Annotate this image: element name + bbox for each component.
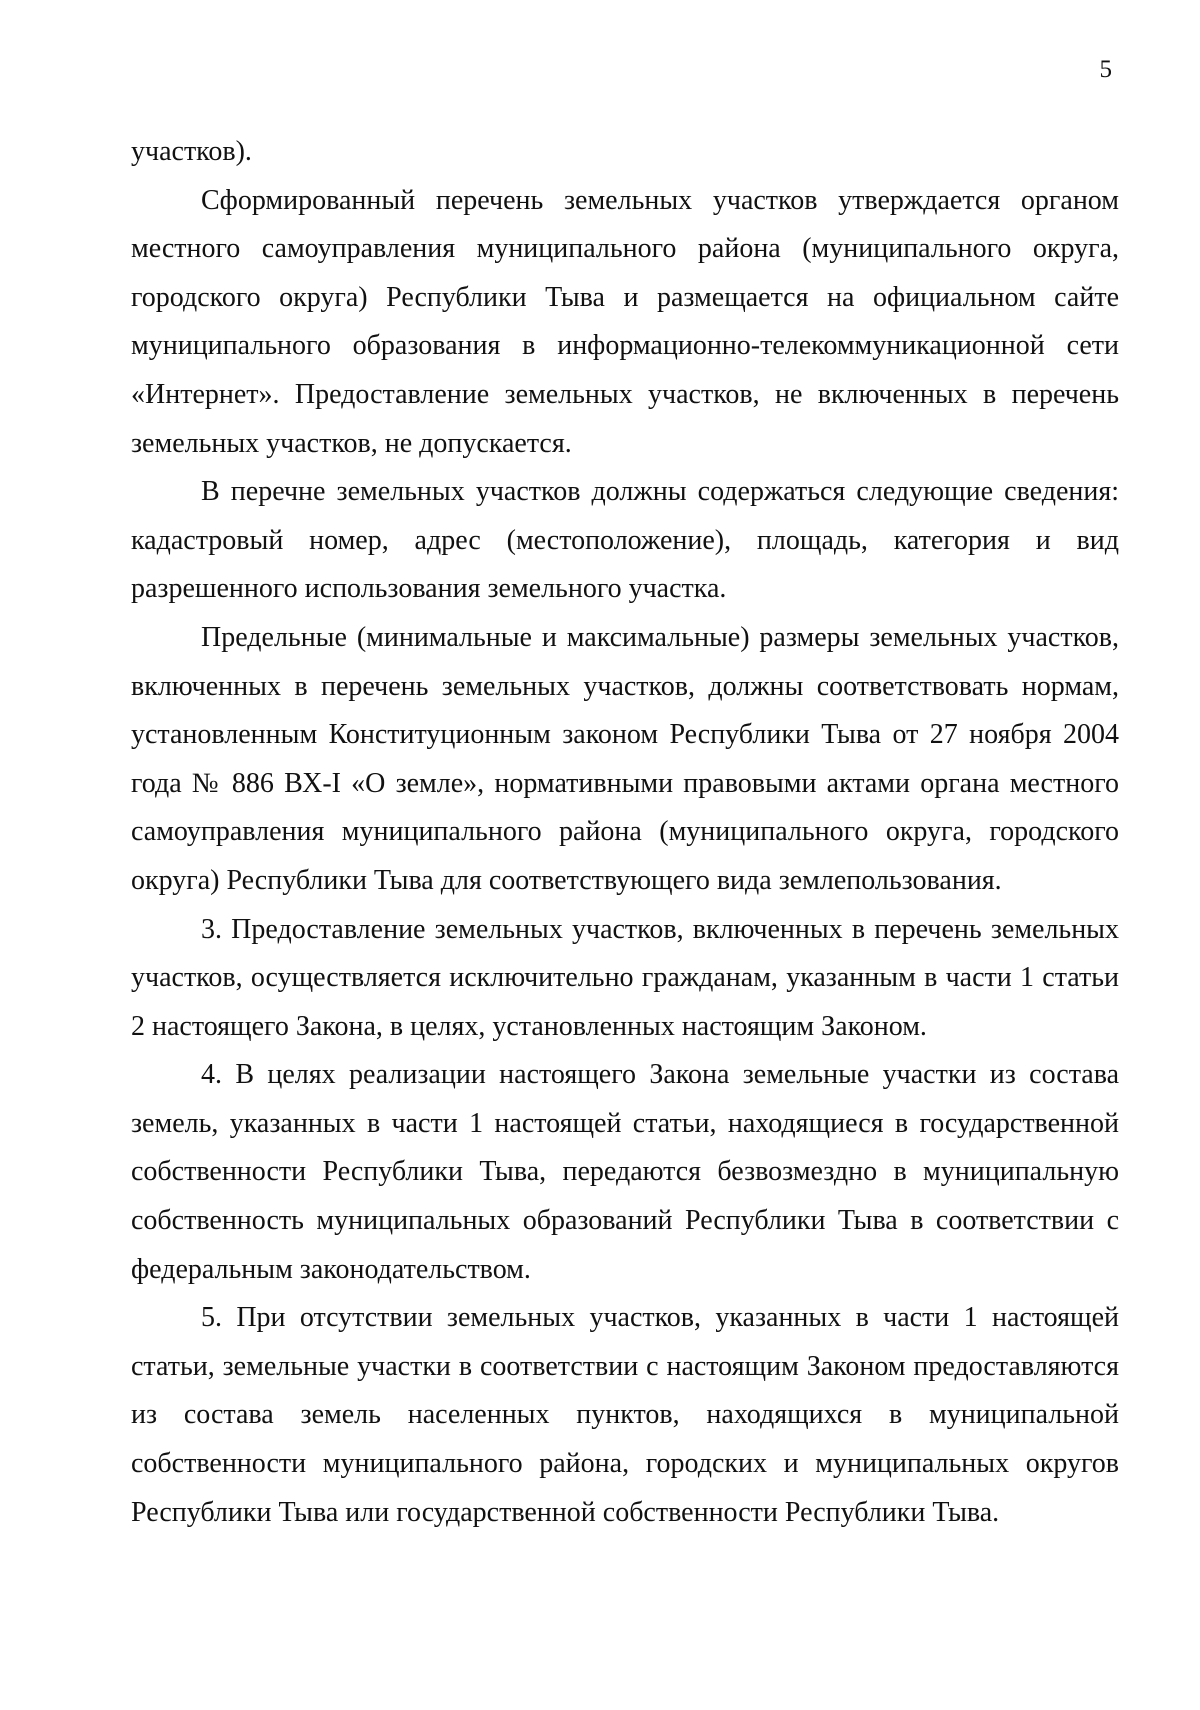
paragraph-clause-4: 4. В целях реализации настоящего Закона земельные участки из состава земель, указанных в части 1 настоящей статьи, находящиеся в государственной собственности Республики Тыва, передаются безвозмездно в муниципальную собственность муниципальных образований Республики Тыва в соответствии с федеральным законодательством.: [131, 1059, 1119, 1285]
paragraph-clause-5: 5. При отсутствии земельных участков, указанных в части 1 настоящей статьи, земельные участки в соответствии с настоящим Законом предоставляются из состава земель населенных пунктов, находящихся в муниципальной собственности муниципального района, городских и муниципальных округов Республики Тыва или государственной собственности Республики Тыва.: [131, 1302, 1119, 1528]
paragraph-plot-size-limits: Предельные (минимальные и максимальные) размеры земельных участков, включенных в перечень земельных участков, должны соответствовать нормам, установленным Конституционным законом Республики Тыва от 27 ноября 2004 года № 886 ВХ-I «О земле», нормативными правовыми актами органа местного самоуправления муниципального района (муниципального округа, городского округа) Республики Тыва для соответствующего вида землепользования.: [131, 621, 1119, 896]
page-number: 5: [1099, 56, 1112, 83]
paragraph-list-approval: Сформированный перечень земельных участков утверждается органом местного самоуправления муниципального района (муниципального округа, городского округа) Республики Тыва и размещается на официальном сайте муниципального образования в информационно-телекоммуникационной сети «Интернет». Предоставление земельных участков, не включенных в перечень земельных участков, не допускается.: [131, 184, 1119, 459]
paragraph-continuation: участков).: [131, 136, 252, 167]
paragraph-clause-3: 3. Предоставление земельных участков, включенных в перечень земельных участков, осуществляется исключительно гражданам, указанным в части 1 статьи 2 настоящего Закона, в целях, установленных настоящим Законом.: [131, 913, 1119, 1042]
document-body: [131, 128, 1119, 1537]
paragraph-list-contents: В перечне земельных участков должны содержаться следующие сведения: кадастровый номер, адрес (местоположение), площадь, категория и вид разрешенного использования земельного участка.: [131, 476, 1119, 605]
